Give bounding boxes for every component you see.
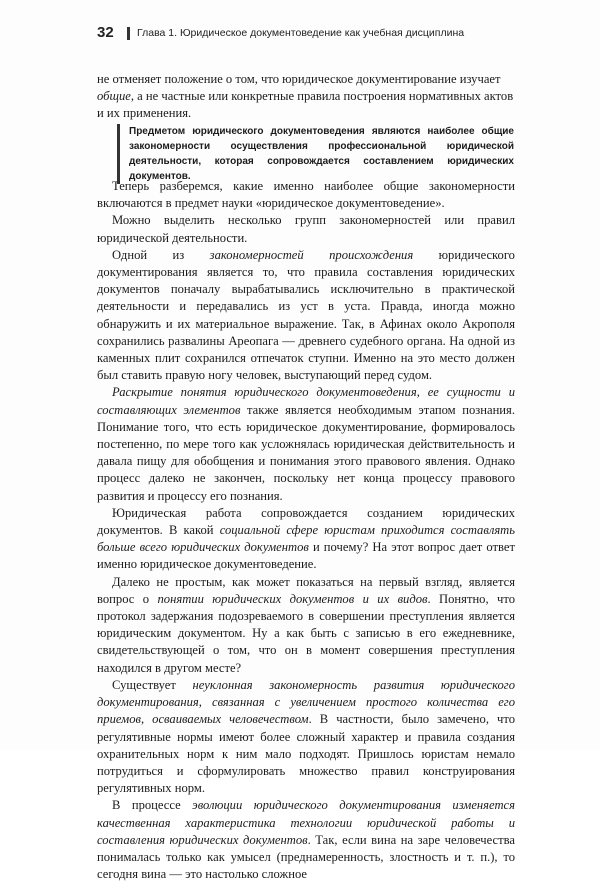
intro-paragraph — [97, 71, 515, 123]
p7-text-b: . В частности, было замечено, что регулятивные нормы имеют более сложный характер и правила создания охранительных норм к ним мало подходят. Пришлось юристам немало потрудиться и сформулировать множество правил конструирования регулятивных норм. — [97, 712, 515, 796]
body-text — [97, 178, 515, 883]
intro-line-2 — [97, 88, 515, 105]
p3-text-b: юридического документирования является то, что правила составления юридических документов поначалу вырабатывались исключительно в практической деятельности и передавались из уст в уста. Правда, иногда можно обнаружить и их материальное выражение. Так, в Афинах около Акрополя сохранились развалины Ареопага — древнего судебного органа. На одной из каменных плит сохранился отпечаток ступни. Именно на это место должен был ставить правую ногу человек, выступающий перед судом. — [97, 247, 515, 383]
p7-text-a: Существует — [112, 677, 193, 692]
paragraph-8 — [97, 797, 515, 883]
p5-text-b: и почему? На этот вопрос дает ответ именно юридическое документоведение. — [97, 540, 515, 572]
p8-text-a: В процессе — [112, 798, 193, 813]
intro-line-2-rest: , а не частные или конкретные правила построения нормативных актов — [130, 89, 514, 104]
paragraph-1: Теперь разберемся, какие именно наиболее общие закономерности включаются в предмет науки «юридическое документоведение». — [97, 179, 515, 211]
p5-text-a: Юридическая работа сопровождается созданием юридических документов. В какой — [97, 505, 515, 538]
p6-text-b: . Понятно, что протокол задержания подозреваемого в совершении преступления является юридическим документом. Ну а как быть с записью в его ежедневнике, свидетельствующей о том, что он в момент совершения преступления находился в другом месте? — [97, 591, 515, 675]
paragraph-5 — [97, 505, 515, 574]
p3-emphasis: закономерностей происхождения — [209, 247, 414, 262]
paragraph-7 — [97, 677, 515, 797]
page-number: 32 — [97, 24, 114, 41]
paragraph-2: Можно выделить несколько групп закономерностей или правил юридической деятельности. — [97, 213, 515, 245]
p8-emphasis: эволюции юридического документирования изменяется качественная характеристика технологии юридической работы и составления юридических документов — [97, 798, 515, 847]
header-divider — [127, 27, 130, 40]
p6-emphasis: понятии юридических документов и их видов — [157, 591, 428, 606]
running-header — [97, 24, 517, 44]
p6-text-a: Далеко не простым, как может показаться на первый взгляд, является вопрос о — [97, 574, 515, 606]
intro-em: общие — [97, 89, 131, 104]
p7-emphasis: неуклонная закономерность развития юридического документирования, связанная с увеличением простого количества его приемов, осваиваемых человечеством — [97, 677, 516, 727]
paragraph-6 — [97, 574, 515, 677]
p4-emphasis: Раскрытие понятия юридического документоведения, ее сущности и составляющих элементов — [97, 385, 515, 417]
chapter-title: Глава 1. Юридическое документоведение как учебная дисциплина — [137, 27, 465, 39]
paragraph-4 — [97, 384, 515, 504]
intro-line-3: и их применения. — [97, 106, 192, 121]
p3-text-a: Одной из — [112, 247, 210, 262]
intro-line-1: не отменяет положение о том, что юридическое документирование изучает — [97, 72, 501, 86]
p8-text-b: . Так, если вина на заре человечества понималась только как умысел (преднамеренность, злостность и т. п.), то сегодня вина — это настолько сложное — [97, 832, 515, 882]
paragraph-3 — [97, 247, 515, 385]
definition-callout: Предметом юридического документоведения являются наиболее общие закономерности осуществления профессиональной юридической деятельности, которая сопровождается составлением юридических документов. — [117, 124, 514, 184]
p5-emphasis: социальной сфере юристам приходится составлять больше всего юридических документов — [97, 523, 515, 555]
p4-text-b: также является необходимым этапом познания. Понимание того, что есть юридическое документирование, формировалось постепенно, по мере того как усложнялась юридическая действительность и давала пищу для обобщения и понимания этого правового явления. Однако процесс далеко не закончен, поскольку нет конца процессу правового развития и процессу его познания. — [97, 402, 515, 503]
